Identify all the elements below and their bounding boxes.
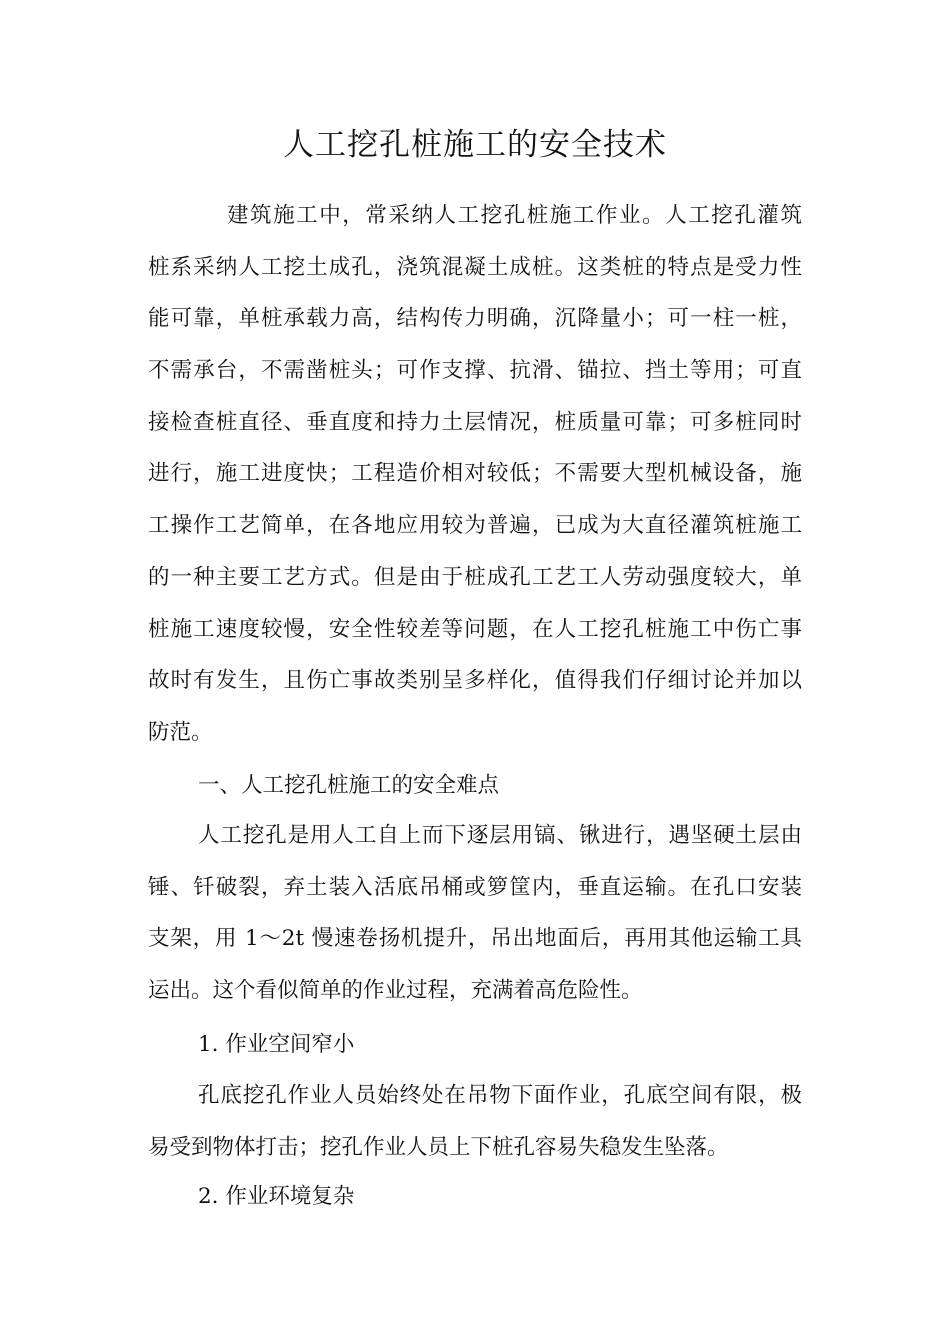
paragraph-space: [148, 1070, 802, 1173]
paragraph-line: 易受到物体打击；挖孔作业人员上下桩孔容易失稳发生坠落。: [148, 1134, 729, 1160]
paragraph-intro: [148, 190, 802, 759]
document-title: 人工挖孔桩施工的安全技术: [283, 127, 667, 163]
subheading-2: [148, 1171, 802, 1223]
subheading-text: 2. 作业环境复杂: [198, 1184, 355, 1209]
section-heading: [148, 760, 802, 812]
subheading-text: 1. 作业空间窄小: [198, 1032, 355, 1057]
paragraph-line: 人工挖孔是用人工自上而下逐层用镐、锹进行，遇坚硬土层由: [198, 823, 802, 848]
paragraph-line: 桩系采纳人工挖土成孔，浇筑混凝土成桩。这类桩的特点是受力性: [148, 254, 802, 280]
paragraph-line: 能可靠，单桩承载力高，结构传力明确，沉降量小；可一柱一桩，: [148, 306, 802, 332]
paragraph-line: 建筑施工中，常采纳人工挖孔桩施工作业。人工挖孔灌筑: [227, 203, 802, 228]
paragraph-line: 的一种主要工艺方式。但是由于桩成孔工艺工人劳动强度较大，单: [148, 564, 802, 590]
paragraph-line: 锤、钎破裂，弃土装入活底吊桶或箩筐内，垂直运输。在孔口安装: [148, 874, 802, 900]
paragraph-line: 接检查桩直径、垂直度和持力土层情况，桩质量可靠；可多桩同时: [148, 409, 802, 435]
paragraph-line: 进行，施工进度快；工程造价相对较低；不需要大型机械设备，施: [148, 461, 802, 487]
paragraph-line: 运出。这个看似简单的作业过程，充满着高危险性。: [148, 978, 643, 1004]
paragraph-line: 孔底挖孔作业人员始终处在吊物下面作业，孔底空间有限，极: [198, 1083, 802, 1108]
paragraph-line: 故时有发生，且伤亡事故类别呈多样化，值得我们仔细讨论并加以: [148, 668, 802, 694]
paragraph-line: 支架，用 1～2t 慢速卷扬机提升，吊出地面后，再用其他运输工具: [148, 926, 802, 952]
section-heading-text: 一、人工挖孔桩施工的安全难点: [198, 773, 500, 798]
paragraph-line: 防范。: [148, 719, 213, 745]
paragraph-process: [148, 810, 802, 1017]
paragraph-line: 桩施工速度较慢，安全性较差等问题，在人工挖孔桩施工中伤亡事: [148, 616, 802, 642]
paragraph-line: 不需承台，不需凿桩头；可作支撑、抗滑、锚拉、挡土等用；可直: [148, 358, 802, 384]
paragraph-line: 工操作工艺简单，在各地应用较为普遍，已成为大直径灌筑桩施工: [148, 513, 802, 539]
subheading-1: [148, 1019, 802, 1071]
